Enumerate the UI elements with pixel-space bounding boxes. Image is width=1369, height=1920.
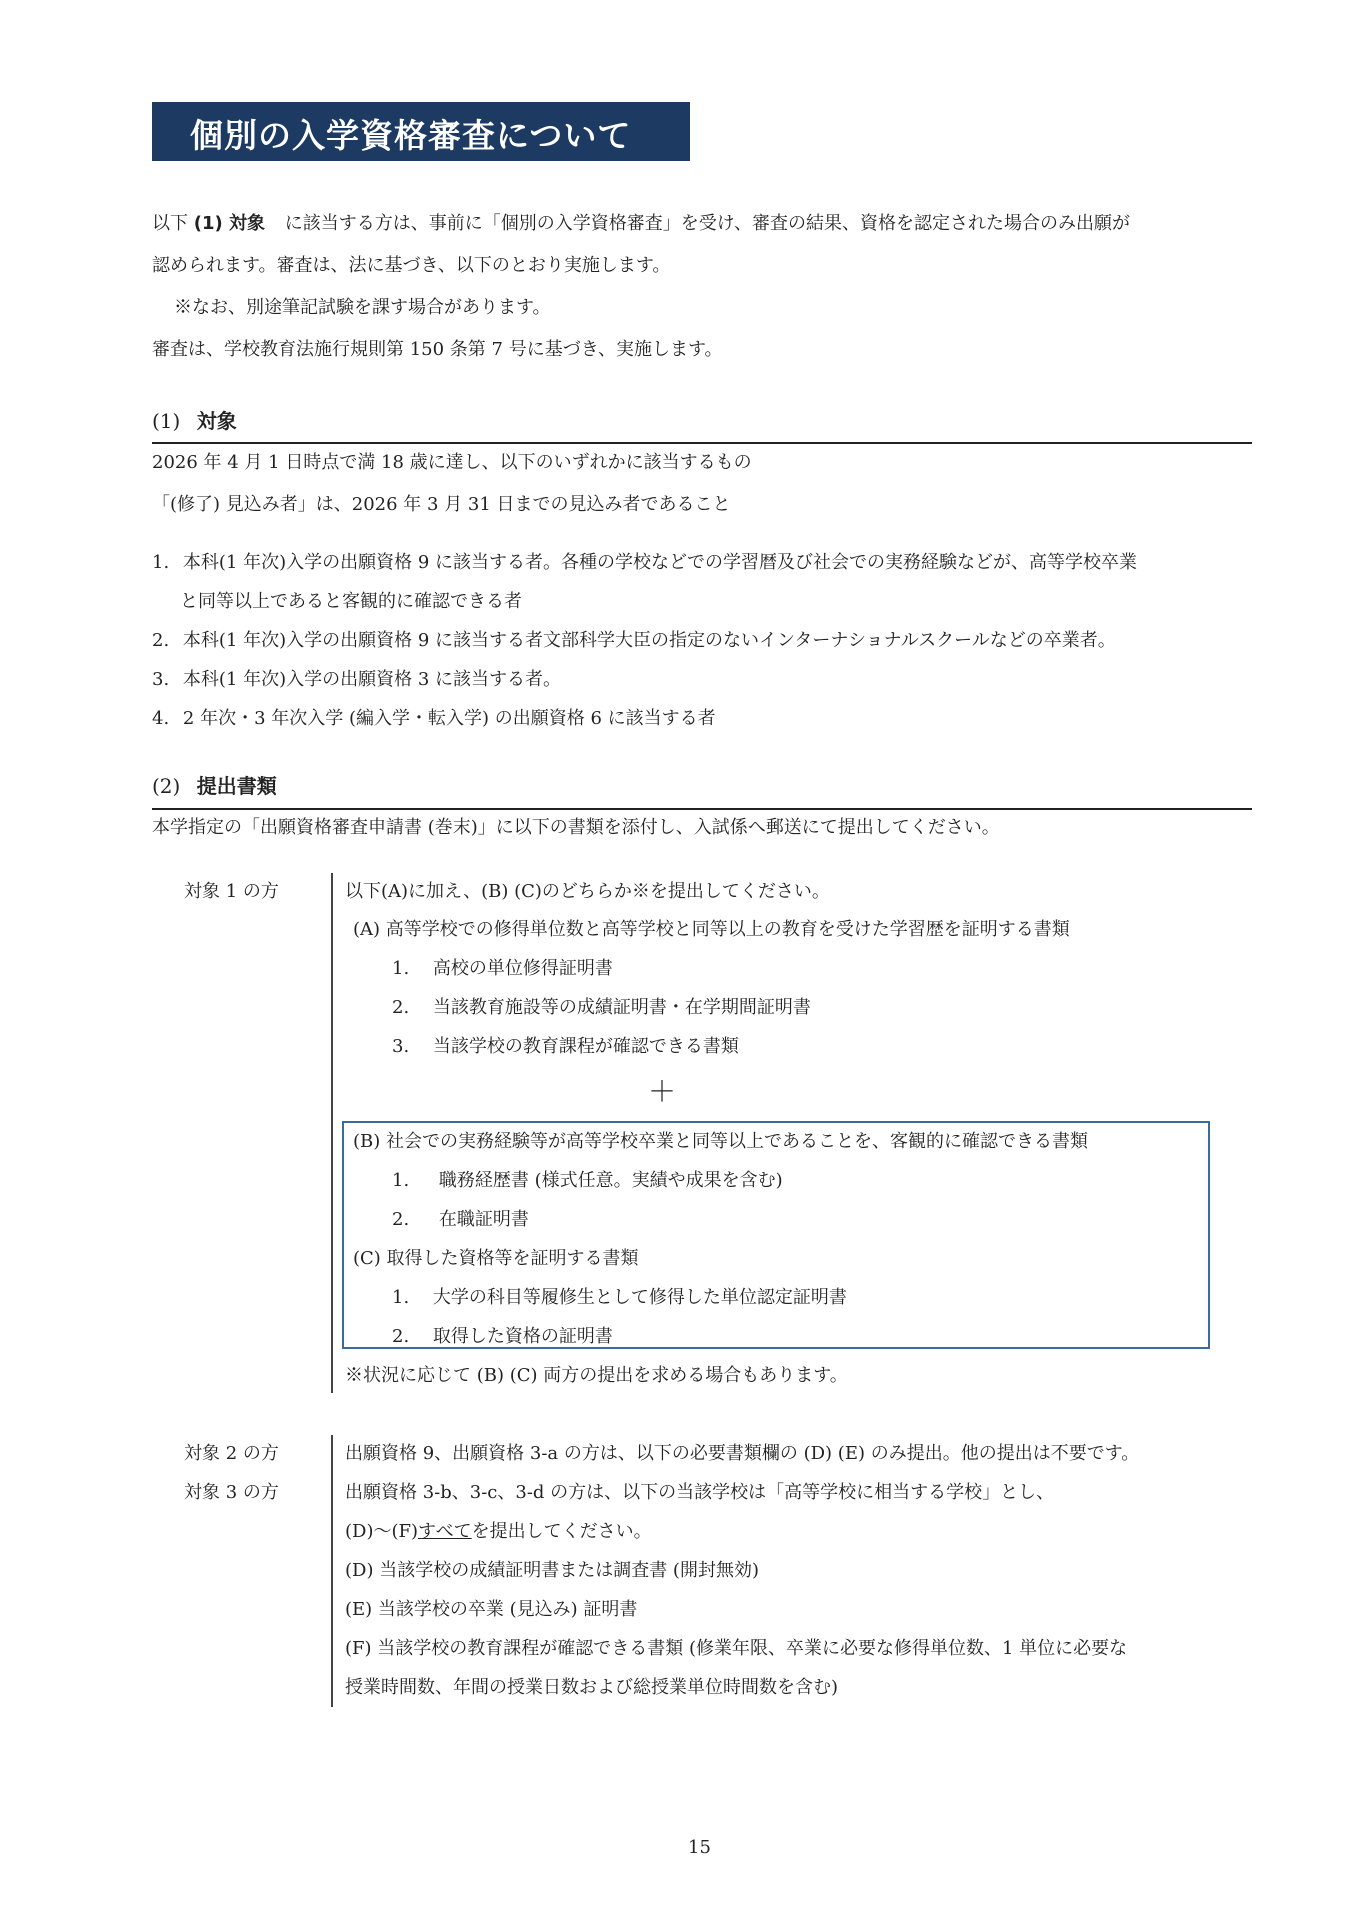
item-number: 2. [152,630,170,651]
item-text: 2 年次・3 年次入学 (編入学・転入学) の出願資格 6 に該当する者 [182,708,716,729]
target23-f-1: (F) 当該学校の教育課程が確認できる書類 (修業年限、卒業に必要な修得単位数、1 単位に必要な [345,1638,1128,1659]
section2-intro: 本学指定の「出願資格審査申請書 (巻末)」に以下の書類を添付し、入試係へ郵送にて提出してください。 [152,817,1000,838]
item-number: 1. [392,958,410,979]
section1-rule [152,442,1252,444]
target1-b-item-1 [392,1169,783,1193]
target23-f-2: 授業時間数、年間の授業日数および総授業単位時間数を含む) [345,1677,839,1698]
intro-ref: (1) 対象 [193,213,265,234]
target1-c-item-1 [392,1286,847,1310]
plus-sign: ＋ [648,1075,677,1108]
intro-prefix: 以下 [152,213,188,234]
item-text: 職務経歴書 (様式任意。実績や成果を含む) [438,1170,783,1191]
item-text: 本科(1 年次)入学の出願資格 3 に該当する者。 [182,669,562,690]
target1-b-item-2 [392,1208,529,1232]
item-text: 高校の単位修得証明書 [432,958,613,979]
section1-heading [152,405,237,434]
section1-line-2: 「(修了) 見込み者」は、2026 年 3 月 31 日までの見込み者であること [152,494,731,515]
item-number: 2. [392,997,410,1018]
target3-label: 対象 3 の方 [184,1482,279,1503]
target1-a-item-1 [392,957,613,981]
page-title: 個別の入学資格審査について [190,116,632,155]
section1-item-1 [152,551,1137,575]
item-text: 本科(1 年次)入学の出願資格 9 に該当する者。各種の学校などでの学習暦及び社会での実務経験などが、高等学校卒業 [182,552,1138,573]
item-number: 2. [392,1209,410,1230]
target23-e: (E) 当該学校の卒業 (見込み) 証明書 [345,1599,638,1620]
target1-note: ※状況に応じて (B) (C) 両方の提出を求める場合もあります。 [345,1365,848,1386]
section2-title: 提出書類 [196,774,277,798]
item-text: 大学の科目等履修生として修得した単位認定証明書 [432,1287,847,1308]
line3-prefix: (D)～(F) [345,1521,419,1542]
section2-rule [152,808,1252,810]
item-text: 在職証明書 [438,1209,529,1230]
section1-num: (1) [152,409,181,433]
target23-divider [331,1435,333,1707]
target1-lead: 以下(A)に加え、(B) (C)のどちらか※を提出してください。 [345,881,830,902]
intro-note: ※なお、別途筆記試験を課す場合があります。 [174,297,551,318]
intro-line-2: 認められます。審査は、法に基づき、以下のとおり実施します。 [152,255,671,276]
line3-suffix: を提出してください。 [471,1521,652,1542]
section1-item-1-cont: と同等以上であると客観的に確認できる者 [180,591,522,612]
page-number: 15 [688,1837,711,1858]
section1-line-1: 2026 年 4 月 1 日時点で満 18 歳に達し、以下のいずれかに該当するもの [152,452,752,473]
item-number: 3. [392,1036,410,1057]
item-text: 当該学校の教育課程が確認できる書類 [432,1036,739,1057]
item-text: 当該教育施設等の成績証明書・在学期間証明書 [432,997,811,1018]
item-number: 2. [392,1326,410,1347]
target23-line-1: 出願資格 9、出願資格 3-a の方は、以下の必要書類欄の (D) (E) のみ提出。他の提出は不要です。 [345,1443,1140,1464]
section1-item-3 [152,668,561,692]
target1-a-item-2 [392,996,811,1020]
section1-title: 対象 [196,409,237,433]
intro-line-1 [152,212,1130,236]
item-number: 4. [152,708,170,729]
bc-options-box [342,1121,1210,1349]
item-number: 1. [152,552,170,573]
title-band [152,102,690,161]
item-number: 1. [392,1170,410,1191]
item-text: 本科(1 年次)入学の出願資格 9 に該当する者文部科学大臣の指定のないインターナショナルスクールなどの卒業者。 [182,630,1116,651]
target1-a-item-3 [392,1035,739,1059]
line3-underlined: すべて [418,1521,472,1542]
target23-line-2: 出願資格 3-b、3-c、3-d の方は、以下の当該学校は「高等学校に相当する学校」とし、 [345,1482,1055,1503]
section2-heading [152,770,277,799]
target1-label: 対象 1 の方 [184,881,279,902]
intro-suffix: に該当する方は、事前に「個別の入学資格審査」を受け、審査の結果、資格を認定された場合のみ出願が [284,213,1130,234]
target1-divider [331,873,333,1393]
item-text: 取得した資格の証明書 [432,1326,613,1347]
item-number: 3. [152,669,170,690]
intro-line-4: 審査は、学校教育法施行規則第 150 条第 7 号に基づき、実施します。 [152,339,723,360]
target1-b-title: (B) 社会での実務経験等が高等学校卒業と同等以上であることを、客観的に確認できる書類 [353,1131,1088,1152]
section1-item-4 [152,707,716,731]
target23-line-3 [345,1520,652,1544]
target23-d: (D) 当該学校の成績証明書または調査書 (開封無効) [345,1560,759,1581]
section2-num: (2) [152,774,181,798]
item-number: 1. [392,1287,410,1308]
target1-c-title: (C) 取得した資格等を証明する書類 [353,1248,639,1269]
target1-c-item-2 [392,1325,613,1349]
target2-label: 対象 2 の方 [184,1443,279,1464]
target1-a-title: (A) 高等学校での修得単位数と高等学校と同等以上の教育を受けた学習歴を証明する書類 [353,919,1070,940]
section1-item-2 [152,629,1116,653]
